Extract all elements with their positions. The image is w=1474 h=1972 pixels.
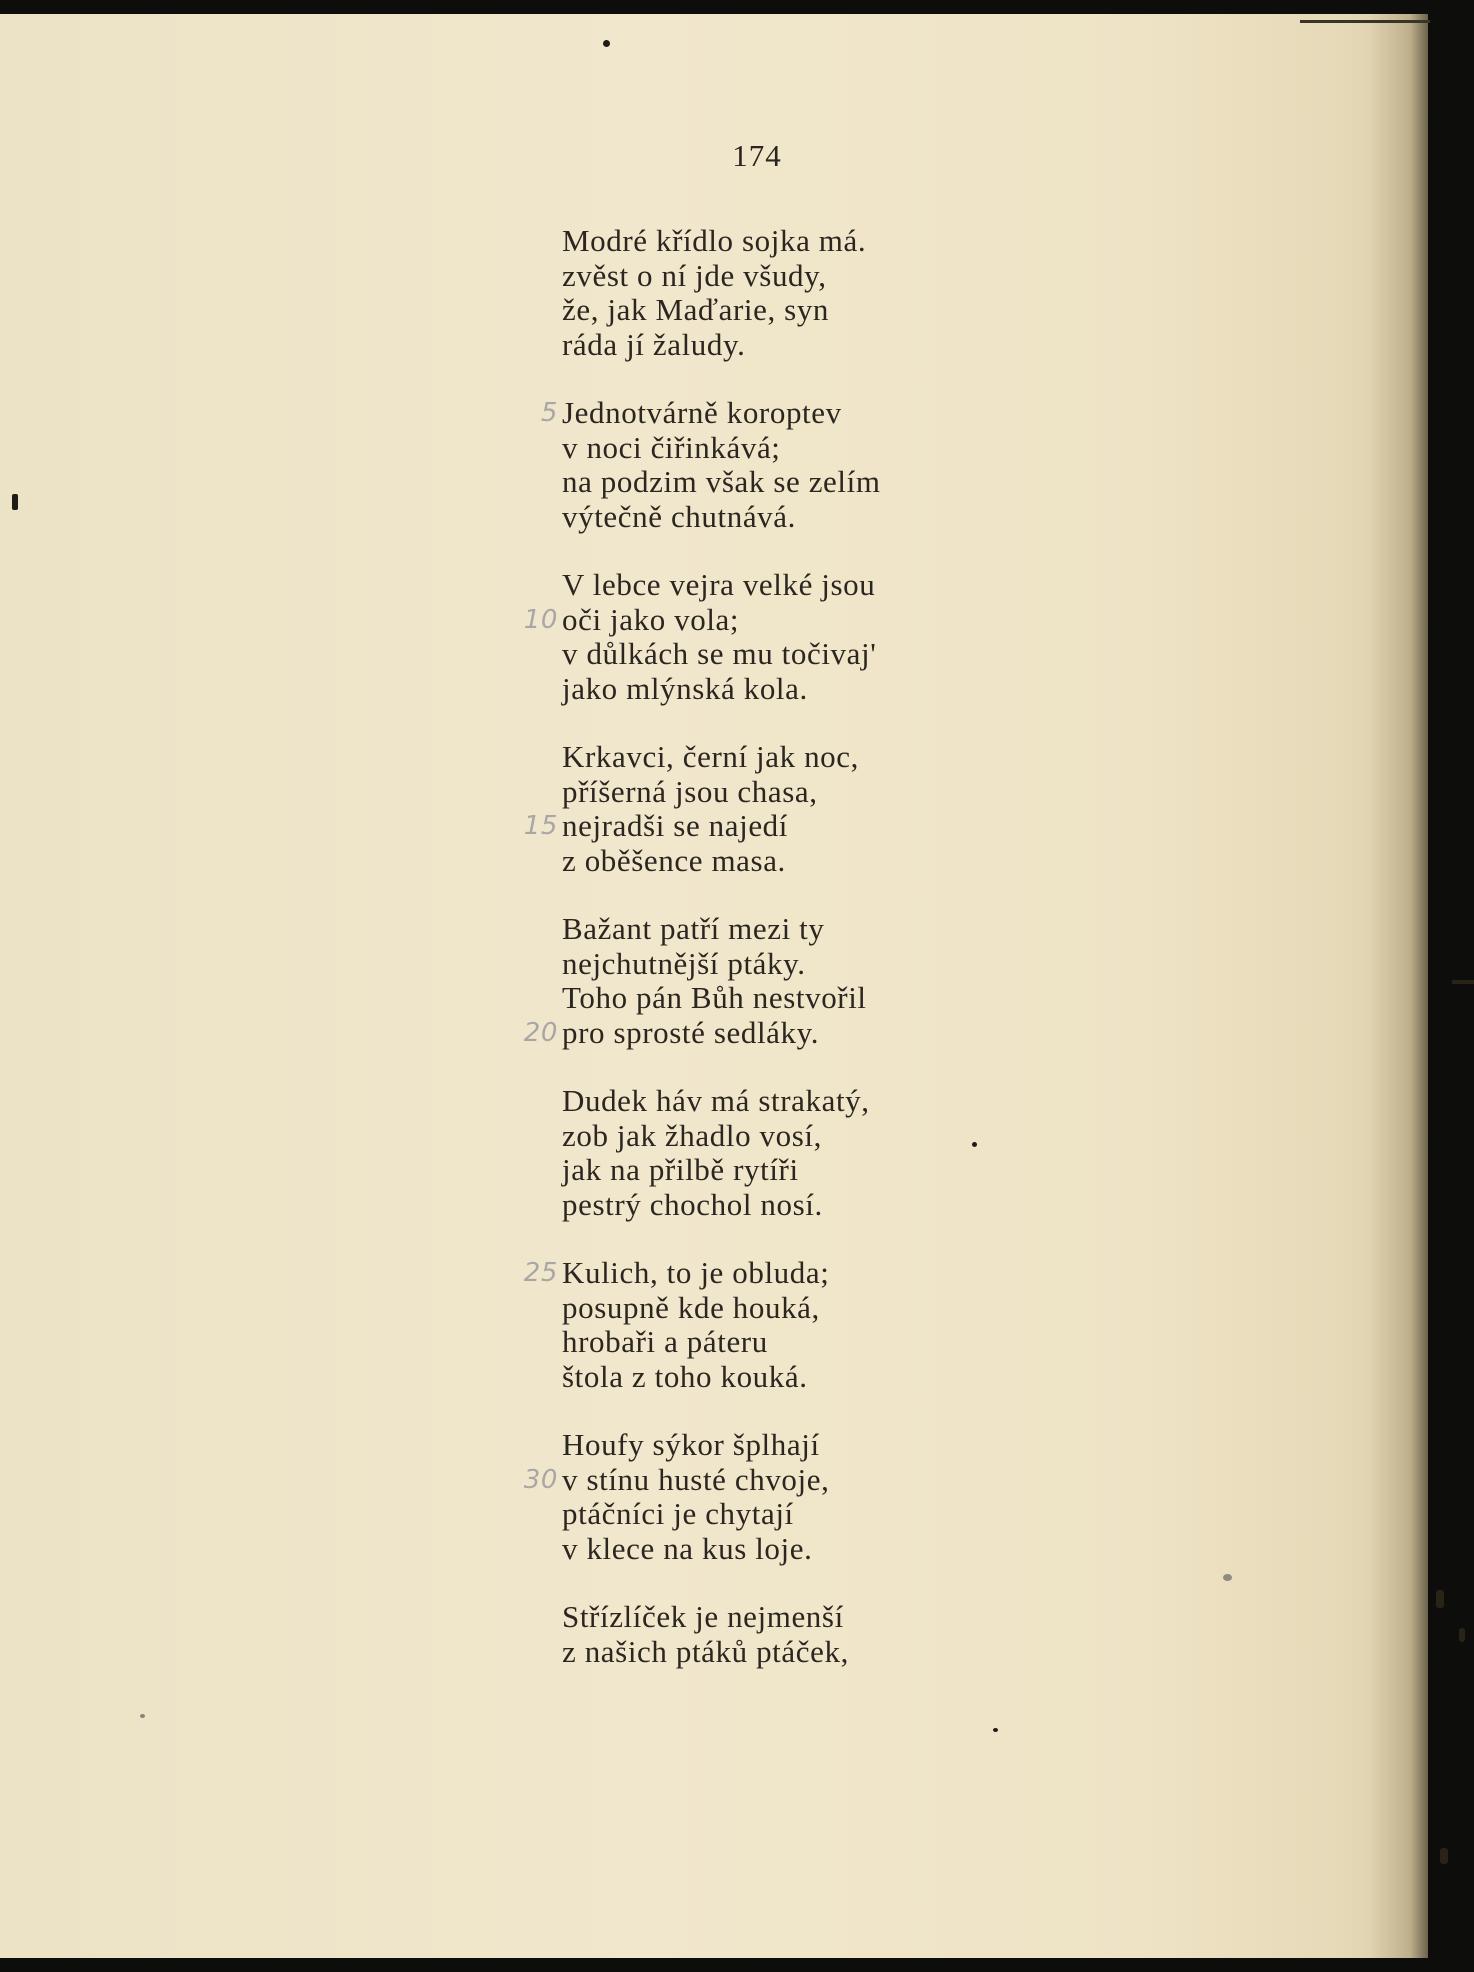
verse-line: Toho pán Bůh nestvořil (562, 980, 867, 1015)
margin-line-number: 25 (523, 1258, 558, 1288)
stanza (562, 224, 1082, 362)
ink-speck (140, 1714, 145, 1718)
margin-line-number: 20 (523, 1017, 558, 1048)
verse-line: nejradši se najedí (562, 808, 788, 843)
verse-line: Houfy sýkor šplhají (562, 1427, 820, 1462)
verse-line: zvěst o ní jde všudy, (562, 257, 827, 293)
binding-mark (1436, 1590, 1444, 1608)
verse-line: Jednotvárně koroptev (562, 395, 842, 430)
verse-line: pro sprosté sedláky. (562, 1014, 820, 1050)
verse-line: Modré křídlo sojka má. (562, 223, 867, 258)
stanza (562, 1600, 1082, 1669)
margin-line-number: 30 (523, 1464, 558, 1495)
verse-line: V lebce vejra velké jsou (562, 567, 876, 602)
verse-line: z našich ptáků ptáček, (562, 1633, 849, 1669)
verse-line: Bažant patří mezi ty (562, 911, 825, 946)
verse-line: Kulich, to je obluda; (562, 1255, 830, 1290)
poem-text (523, 223, 1082, 1669)
verse-line: oči jako vola; (562, 601, 740, 637)
verse-line: v klece na kus loje. (562, 1530, 813, 1566)
verse-line: zob jak žhadlo vosí, (562, 1117, 822, 1153)
stanza (562, 1084, 1082, 1222)
ink-speck (603, 40, 610, 47)
verse-line: posupně kde houká, (562, 1289, 820, 1325)
verse-line: výtečně chutnává. (562, 498, 796, 534)
verse-line: hrobaři a páteru (562, 1324, 768, 1359)
stanza (523, 1427, 1082, 1566)
verse-line: ptáčníci je chytají (562, 1496, 794, 1531)
margin-line-number: 15 (523, 811, 558, 841)
page-number: 174 (732, 138, 782, 173)
stanza (523, 739, 1082, 878)
margin-line-number: 5 (540, 398, 558, 428)
stanza (523, 1255, 1082, 1394)
verse-line: ráda jí žaludy. (562, 326, 746, 362)
verse-line: Střízlíček je nejmenší (562, 1599, 844, 1634)
verse-line: že, jak Maďarie, syn (562, 292, 830, 327)
verse-line: Dudek háv má strakatý, (562, 1083, 870, 1118)
verse-line: v důlkách se mu točivaj' (562, 636, 877, 671)
page-top-edge (1300, 20, 1430, 23)
binding-mark (1452, 980, 1474, 984)
ink-speck (1223, 1574, 1232, 1581)
verse-line: příšerná jsou chasa, (562, 773, 818, 809)
verse-line: jako mlýnská kola. (562, 670, 808, 706)
ink-speck (12, 494, 18, 510)
verse-line: pestrý chochol nosí. (562, 1186, 823, 1222)
stanza (540, 395, 1082, 534)
binding-mark (1459, 1628, 1465, 1642)
verse-line: z oběšence masa. (562, 842, 786, 878)
verse-line: nejchutnější ptáky. (562, 945, 806, 981)
verse-line: štola z toho kouká. (562, 1358, 808, 1394)
verse-line: Krkavci, černí jak noc, (562, 739, 859, 774)
margin-line-number: 10 (523, 604, 558, 635)
binding-mark (1440, 1848, 1448, 1864)
verse-line: v stínu husté chvoje, (562, 1461, 830, 1497)
stanza (523, 911, 1082, 1050)
ink-speck (993, 1728, 998, 1732)
verse-line: na podzim však se zelím (562, 464, 881, 499)
verse-line: v noci čiřinkává; (562, 429, 781, 465)
verse-line: jak na přilbě rytíři (562, 1152, 799, 1187)
stanza (523, 567, 1082, 706)
